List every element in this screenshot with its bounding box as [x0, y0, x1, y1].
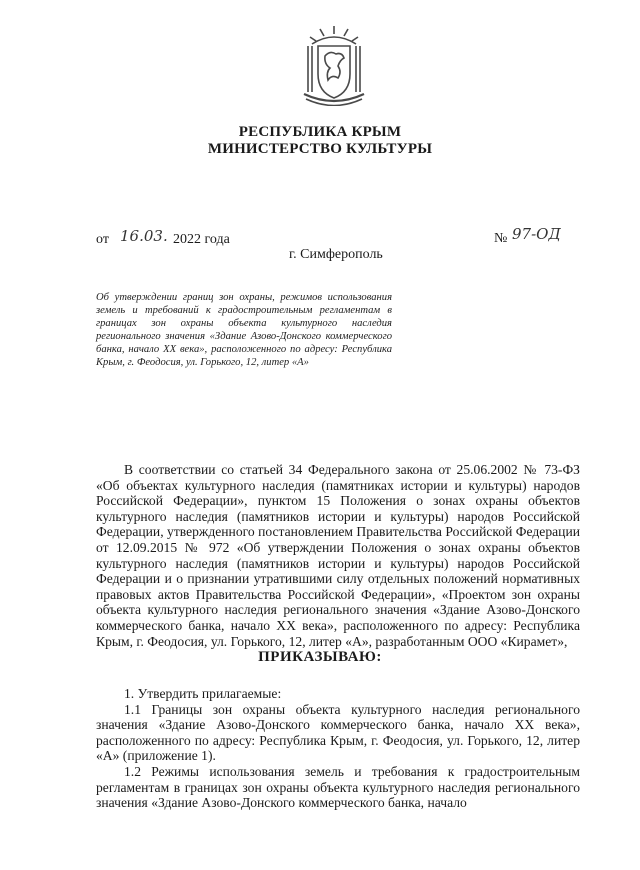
order-items — [96, 686, 580, 811]
document-subject: Об утверждении границ зон охраны, режимов использования земель и требований к градостроительным регламентам в границах зон охраны объекта культурного наследия регионального значения «Здание Азово-Донского коммерческого банка, начало XX века», расположенного по адресу: Республика Крым, г. Феодосия, ул. Горького, 12, литер «А» — [96, 292, 392, 368]
header-ministry: МИНИСТЕРСТВО КУЛЬТУРЫ — [207, 141, 433, 157]
preamble-text: В соответствии со статьей 34 Федерального закона от 25.06.2002 № 73-ФЗ «Об объектах культурного наследия (памятниках истории и культуры) народов Российской Федерации», пунктом 15 Положения о зонах охраны объектов культурного наследия (памятников истории и культуры) народов Российской Федерации, утвержденного постановлением Правительства Российской Федерации от 12.09.2015 № 972 «Об утверждении Положения о зонах охраны объектов культурного наследия (памятников истории и культуры) народов Российской Федерации и о признании утратившими силу отдельных положений нормативных правовых актов Правительства Российской Федерации», «Проектом зон охраны объекта культурного наследия регионального значения «Здание Азово-Донского коммерческого банка, начало XX века», расположенного по адресу: Республика Крым, г. Феодосия, ул. Горького, 12, литер «А», разработанным ООО «Кирамет», — [96, 462, 580, 649]
date-year: 2022 года — [173, 232, 230, 247]
handwritten-date: 16.03. — [120, 227, 168, 245]
item-1-2: 1.2 Режимы использования земель и требования к градостроительным регламентам в границах зон охраны объекта культурного наследия регионального значения «Здание Азово-Донского коммерческого банка, начало — [96, 763, 580, 811]
item-1-1: 1.1 Границы зон охраны объекта культурного наследия регионального значения «Здание Азово-Донского коммерческого банка, начало XX века», расположенного по адресу: Республика Крым, г. Феодосия, ул. Горького, 12, литер «А» (приложение 1). — [96, 701, 580, 764]
item-1: 1. Утвердить прилагаемые: — [124, 686, 282, 701]
handwritten-number: 97-ОД — [512, 225, 561, 243]
date-prefix: от — [96, 232, 109, 247]
crimea-coat-of-arms-icon — [298, 22, 370, 106]
number-prefix: № — [494, 231, 508, 246]
header-region: РЕСПУБЛИКА КРЫМ — [238, 124, 402, 140]
preamble-paragraph — [96, 462, 580, 649]
order-heading: ПРИКАЗЫВАЮ: — [258, 649, 382, 665]
city: г. Симферополь — [289, 247, 383, 262]
